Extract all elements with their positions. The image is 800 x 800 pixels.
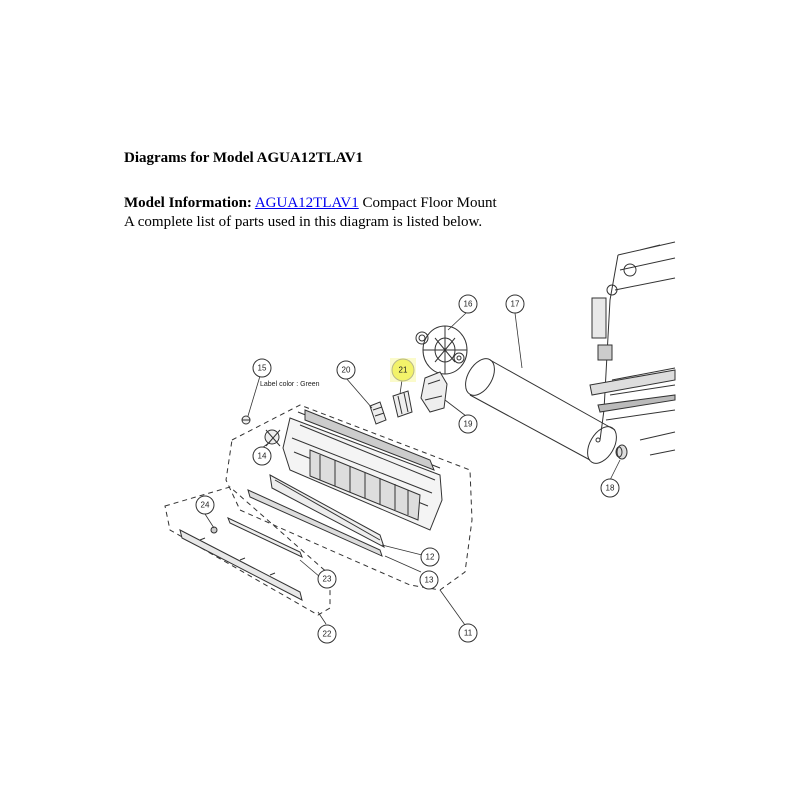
callout-12[interactable]: 12	[425, 552, 435, 562]
model-info-label: Model Information:	[124, 195, 252, 211]
part-16-fan-hub	[416, 326, 467, 374]
model-type: Compact Floor Mount	[362, 195, 497, 211]
assembly-22-boundary	[165, 487, 330, 615]
part-18-bearing	[616, 445, 627, 459]
callout-23[interactable]: 23	[322, 574, 332, 584]
main-chassis	[283, 410, 442, 530]
part-17-cross-flow-fan	[460, 354, 623, 469]
parts-description: A complete list of parts used in this diagram is listed below.	[124, 214, 483, 230]
part-21-sensor-holder	[393, 391, 412, 417]
callout-13[interactable]: 13	[424, 575, 434, 585]
callout-18[interactable]: 18	[605, 483, 615, 493]
callout-24[interactable]: 24	[200, 500, 210, 510]
callout-14[interactable]: 14	[257, 451, 267, 461]
callout-21[interactable]: 21	[398, 365, 408, 375]
callout-16[interactable]: 16	[463, 299, 473, 309]
callout-15[interactable]: 15	[257, 363, 267, 373]
model-link[interactable]: AGUA12TLAV1	[254, 195, 359, 211]
part-15-screw	[242, 416, 250, 424]
callout-20[interactable]: 20	[341, 365, 351, 375]
callout-11[interactable]: 11	[463, 628, 473, 638]
part-20-clip	[370, 402, 386, 424]
part-19-motor-bracket	[421, 372, 447, 412]
label-color-note: Label color : Green	[260, 381, 320, 388]
page-title: Diagrams for Model AGUA12TLAV1	[124, 150, 364, 166]
callout-17[interactable]: 17	[510, 299, 520, 309]
callout-22[interactable]: 22	[322, 629, 332, 639]
callout-19[interactable]: 19	[463, 419, 473, 429]
part-23-bar	[180, 518, 302, 600]
